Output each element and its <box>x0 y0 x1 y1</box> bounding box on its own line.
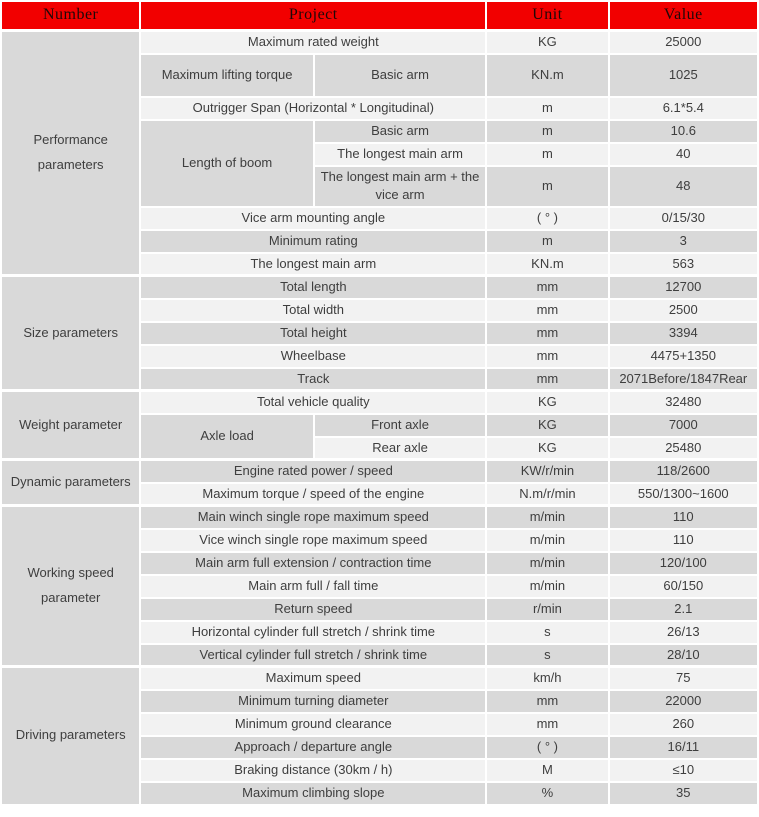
value-cell: 2500 <box>609 299 758 322</box>
section-label-performance: Performance parameters <box>1 31 140 276</box>
project-sub-cell: The longest main arm <box>314 143 486 166</box>
unit-cell: KW/r/min <box>486 460 608 483</box>
value-cell: 3 <box>609 230 758 253</box>
project-cell: Maximum lifting torque <box>140 54 313 97</box>
unit-cell: m <box>486 166 608 207</box>
project-cell: Minimum turning diameter <box>140 690 486 713</box>
value-cell: 110 <box>609 506 758 529</box>
project-sub-cell: Front axle <box>314 414 486 437</box>
col-header-number: Number <box>1 1 140 31</box>
value-cell: 60/150 <box>609 575 758 598</box>
project-group-cell: Length of boom <box>140 120 313 207</box>
project-cell: Main arm full extension / contraction time <box>140 552 486 575</box>
value-cell: 120/100 <box>609 552 758 575</box>
project-cell: Maximum torque / speed of the engine <box>140 483 486 506</box>
project-cell: Main arm full / fall time <box>140 575 486 598</box>
project-cell: Total vehicle quality <box>140 391 486 414</box>
project-cell: Total width <box>140 299 486 322</box>
project-group-cell: Axle load <box>140 414 313 460</box>
value-cell: 3394 <box>609 322 758 345</box>
unit-cell: mm <box>486 322 608 345</box>
project-cell: Wheelbase <box>140 345 486 368</box>
unit-cell: km/h <box>486 667 608 690</box>
project-cell: The longest main arm <box>140 253 486 276</box>
unit-cell: ( ° ) <box>486 207 608 230</box>
header-row <box>1 1 758 31</box>
unit-cell: mm <box>486 690 608 713</box>
value-cell: 32480 <box>609 391 758 414</box>
table-row <box>1 667 758 690</box>
section-label-weight: Weight parameter <box>1 391 140 460</box>
project-cell: Main winch single rope maximum speed <box>140 506 486 529</box>
value-cell: 2.1 <box>609 598 758 621</box>
table-row <box>1 506 758 529</box>
table-row <box>1 276 758 299</box>
project-cell: Minimum rating <box>140 230 486 253</box>
unit-cell: m/min <box>486 529 608 552</box>
unit-cell: m/min <box>486 552 608 575</box>
project-sub-cell: Basic arm <box>314 120 486 143</box>
value-cell: 118/2600 <box>609 460 758 483</box>
unit-cell: KN.m <box>486 54 608 97</box>
project-cell: Maximum rated weight <box>140 31 486 54</box>
section-label-working-speed: Working speed parameter <box>1 506 140 667</box>
value-cell: 48 <box>609 166 758 207</box>
project-cell: Vertical cylinder full stretch / shrink time <box>140 644 486 667</box>
value-cell: 4475+1350 <box>609 345 758 368</box>
col-header-unit: Unit <box>486 1 608 31</box>
value-cell: ≤10 <box>609 759 758 782</box>
value-cell: 260 <box>609 713 758 736</box>
value-cell: 10.6 <box>609 120 758 143</box>
unit-cell: KG <box>486 437 608 460</box>
value-cell: 12700 <box>609 276 758 299</box>
project-cell: Total length <box>140 276 486 299</box>
unit-cell: mm <box>486 299 608 322</box>
value-cell: 25480 <box>609 437 758 460</box>
value-cell: 2071Before/1847Rear <box>609 368 758 391</box>
section-label-driving: Driving parameters <box>1 667 140 805</box>
unit-cell: mm <box>486 713 608 736</box>
unit-cell: m/min <box>486 575 608 598</box>
project-cell: Total height <box>140 322 486 345</box>
project-cell: Engine rated power / speed <box>140 460 486 483</box>
value-cell: 563 <box>609 253 758 276</box>
project-cell: Minimum ground clearance <box>140 713 486 736</box>
unit-cell: mm <box>486 345 608 368</box>
unit-cell: m <box>486 97 608 120</box>
project-cell: Vice winch single rope maximum speed <box>140 529 486 552</box>
value-cell: 25000 <box>609 31 758 54</box>
value-cell: 40 <box>609 143 758 166</box>
unit-cell: KG <box>486 31 608 54</box>
unit-cell: N.m/r/min <box>486 483 608 506</box>
unit-cell: m <box>486 120 608 143</box>
table-row <box>1 391 758 414</box>
unit-cell: m/min <box>486 506 608 529</box>
project-cell: Return speed <box>140 598 486 621</box>
project-cell: Horizontal cylinder full stretch / shrink time <box>140 621 486 644</box>
unit-cell: mm <box>486 368 608 391</box>
value-cell: 35 <box>609 782 758 805</box>
table-row <box>1 31 758 54</box>
project-cell: Approach / departure angle <box>140 736 486 759</box>
value-cell: 550/1300~1600 <box>609 483 758 506</box>
unit-cell: KN.m <box>486 253 608 276</box>
project-cell: Maximum climbing slope <box>140 782 486 805</box>
unit-cell: ( ° ) <box>486 736 608 759</box>
value-cell: 1025 <box>609 54 758 97</box>
value-cell: 26/13 <box>609 621 758 644</box>
value-cell: 28/10 <box>609 644 758 667</box>
col-header-project: Project <box>140 1 486 31</box>
unit-cell: KG <box>486 414 608 437</box>
unit-cell: % <box>486 782 608 805</box>
unit-cell: m <box>486 143 608 166</box>
project-cell: Track <box>140 368 486 391</box>
unit-cell: mm <box>486 276 608 299</box>
value-cell: 7000 <box>609 414 758 437</box>
value-cell: 75 <box>609 667 758 690</box>
unit-cell: KG <box>486 391 608 414</box>
project-cell: Braking distance (30km / h) <box>140 759 486 782</box>
value-cell: 16/11 <box>609 736 758 759</box>
unit-cell: s <box>486 621 608 644</box>
col-header-value: Value <box>609 1 758 31</box>
project-cell: Outrigger Span (Horizontal * Longitudinal) <box>140 97 486 120</box>
project-sub-cell: Basic arm <box>314 54 486 97</box>
unit-cell: m <box>486 230 608 253</box>
project-cell: Maximum speed <box>140 667 486 690</box>
project-sub-cell: The longest main arm + the vice arm <box>314 166 486 207</box>
value-cell: 22000 <box>609 690 758 713</box>
value-cell: 0/15/30 <box>609 207 758 230</box>
project-cell: Vice arm mounting angle <box>140 207 486 230</box>
unit-cell: s <box>486 644 608 667</box>
unit-cell: M <box>486 759 608 782</box>
project-sub-cell: Rear axle <box>314 437 486 460</box>
unit-cell: r/min <box>486 598 608 621</box>
value-cell: 110 <box>609 529 758 552</box>
section-label-size: Size parameters <box>1 276 140 391</box>
value-cell: 6.1*5.4 <box>609 97 758 120</box>
table-row <box>1 460 758 483</box>
section-label-dynamic: Dynamic parameters <box>1 460 140 506</box>
